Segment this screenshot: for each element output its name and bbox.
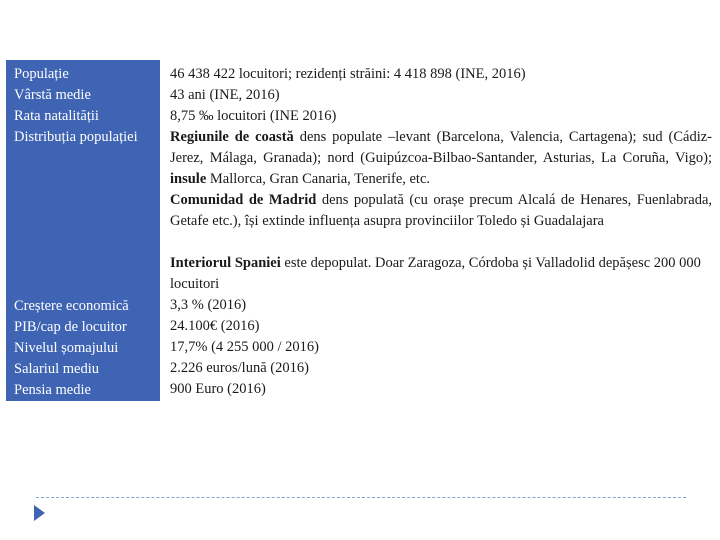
label-nivelul-somajului: Nivelul șomajului (14, 340, 119, 356)
madrid-text: dens populată (cu orașe precum Alcalá de Henares, Fuenlabrada, Getafe etc.), își extinde influența asupra provinciilor Toledo și Guadalajara (170, 192, 712, 229)
interior-text: este depopulat. Doar Zaragoza, Córdoba și Valladolid depășesc 200 000 locuitori (170, 255, 701, 292)
label-pib-cap: PIB/cap de locuitor (14, 319, 127, 335)
label-rata-natalitatii: Rata natalității (14, 108, 99, 124)
label-column (6, 60, 160, 401)
label-salariul-mediu: Salariul mediu (14, 361, 99, 377)
value-varsta-medie: 43 ani (INE, 2016) (170, 87, 280, 103)
label-varsta-medie: Vârstă medie (14, 87, 91, 103)
value-nivelul-somajului: 17,7% (4 255 000 / 2016) (170, 339, 320, 355)
value-distributie-interior (170, 253, 712, 295)
label-crestere-economica: Creștere economică (14, 298, 129, 314)
coastal-regions-text-2: Mallorca, Gran Canaria, Tenerife, etc. (206, 171, 431, 187)
value-distributie-coasta (170, 127, 712, 190)
value-pib-cap: 24.100€ (2016) (170, 318, 260, 334)
value-pensia-medie: 900 Euro (2016) (170, 381, 266, 397)
coastal-regions-heading: Regiunile de coastă (170, 129, 294, 145)
interior-heading: Interiorul Spaniei (170, 255, 281, 271)
label-populatie: Populație (14, 66, 69, 82)
right-triangle-arrow-icon (34, 505, 45, 521)
value-rata-natalitatii: 8,75 ‰ locuitori (INE 2016) (170, 108, 337, 124)
label-pensia-medie: Pensia medie (14, 382, 91, 398)
coastal-regions-text-1: dens populate –levant (Barcelona, Valencia, Cartagena); sud (Cádiz-Jerez, Málaga, Granada); nord (Guipúzcoa-Bilbao-Santander, Asturias, La Coruña, Vigo); (170, 129, 712, 166)
value-distributie-madrid (170, 190, 712, 232)
value-populatie: 46 438 422 locuitori; rezidenți străini: 4 418 898 (INE, 2016) (170, 66, 526, 82)
islands-heading: insule (170, 171, 207, 187)
value-crestere-economica: 3,3 % (2016) (170, 297, 247, 313)
label-distributia-populatiei: Distribuția populației (14, 129, 138, 145)
footer-divider (36, 497, 686, 498)
value-salariul-mediu: 2.226 euros/lună (2016) (170, 360, 309, 376)
madrid-heading: Comunidad de Madrid (170, 192, 317, 208)
